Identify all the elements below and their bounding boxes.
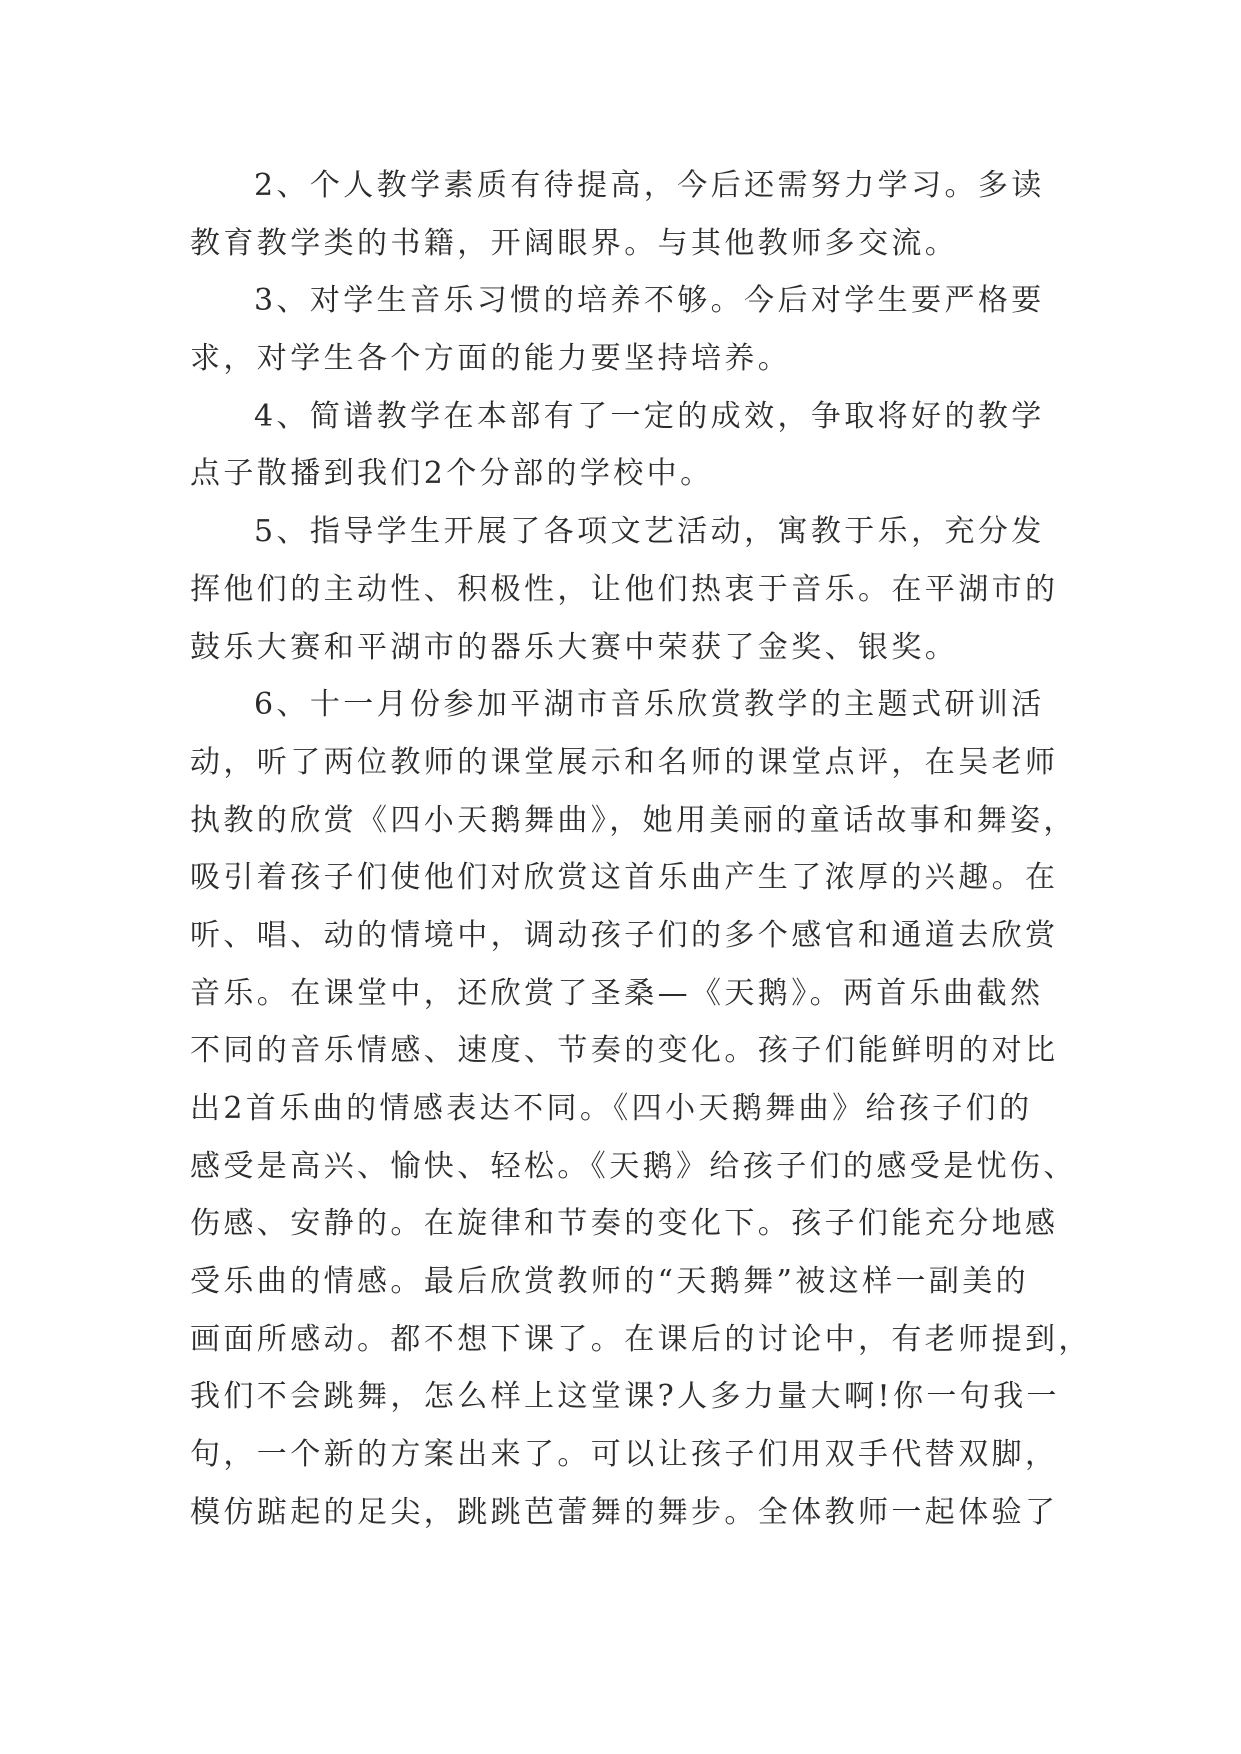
paragraph-5-line-3: 鼓乐大赛和平湖市的器乐大赛中荣获了金奖、银奖。 bbox=[190, 629, 959, 665]
paragraph-6-line-4: 吸引着孩子们使他们对欣赏这首乐曲产生了浓厚的兴趣。在 bbox=[190, 860, 1059, 896]
paragraph-4-line-1: 4、简谱教学在本部有了一定的成效，争取将好的教学 bbox=[254, 398, 1045, 434]
paragraph-3-line-2: 求，对学生各个方面的能力要坚持培养。 bbox=[190, 341, 792, 377]
paragraph-6-line-9: 感受是高兴、愉快、轻松。《天鹅》给孩子们的感受是忧伤、 bbox=[190, 1148, 1077, 1184]
paragraph-2-line-2: 教育教学类的书籍，开阔眼界。与其他教师多交流。 bbox=[190, 225, 959, 261]
paragraph-6-line-13: 我们不会跳舞，怎么样上这堂课?人多力量大啊!你一句我一 bbox=[190, 1379, 1060, 1415]
paragraph-6-line-3: 执教的欣赏《四小天鹅舞曲》，她用美丽的童话故事和舞姿， bbox=[190, 802, 1077, 838]
paragraph-6-line-7: 不同的音乐情感、速度、节奏的变化。孩子们能鲜明的对比 bbox=[190, 1033, 1059, 1069]
paragraph-6-line-6: 音乐。在课堂中，还欣赏了圣桑—《天鹅》。两首乐曲截然 bbox=[190, 975, 1044, 1011]
paragraph-6-line-5: 听、唱、动的情境中，调动孩子们的多个感官和通道去欣赏 bbox=[190, 917, 1059, 953]
paragraph-6-line-2: 动，听了两位教师的课堂展示和名师的课堂点评，在吴老师 bbox=[190, 744, 1059, 780]
paragraph-6-line-14: 句，一个新的方案出来了。可以让孩子们用双手代替双脚， bbox=[190, 1437, 1059, 1473]
paragraph-6-line-11: 受乐曲的情感。最后欣赏教师的“天鹅舞”被这样一副美的 bbox=[190, 1264, 1030, 1300]
paragraph-6-line-8: 出2首乐曲的情感表达不同。《四小天鹅舞曲》给孩子们的 bbox=[190, 1091, 1033, 1126]
paragraph-3-line-1: 3、对学生音乐习惯的培养不够。今后对学生要严格要 bbox=[254, 283, 1045, 319]
document-body bbox=[190, 157, 1092, 1542]
paragraph-2-line-1: 2、个人教学素质有待提高，今后还需努力学习。多读 bbox=[254, 168, 1045, 203]
paragraph-6-line-1: 6、十一月份参加平湖市音乐欣赏教学的主题式研训活 bbox=[254, 687, 1045, 723]
paragraph-4-line-2: 点子散播到我们2个分部的学校中。 bbox=[190, 456, 714, 492]
paragraph-5-line-2: 挥他们的主动性、积极性，让他们热衷于音乐。在平湖市的 bbox=[190, 571, 1059, 607]
paragraph-6-line-15: 模仿踮起的足尖，跳跳芭蕾舞的舞步。全体教师一起体验了 bbox=[190, 1494, 1059, 1530]
paragraph-5-line-1: 5、指导学生开展了各项文艺活动，寓教于乐，充分发 bbox=[254, 514, 1045, 550]
paragraph-6-line-12: 画面所感动。都不想下课了。在课后的讨论中，有老师提到， bbox=[190, 1321, 1092, 1357]
paragraph-6-line-10: 伤感、安静的。在旋律和节奏的变化下。孩子们能充分地感 bbox=[190, 1206, 1059, 1242]
